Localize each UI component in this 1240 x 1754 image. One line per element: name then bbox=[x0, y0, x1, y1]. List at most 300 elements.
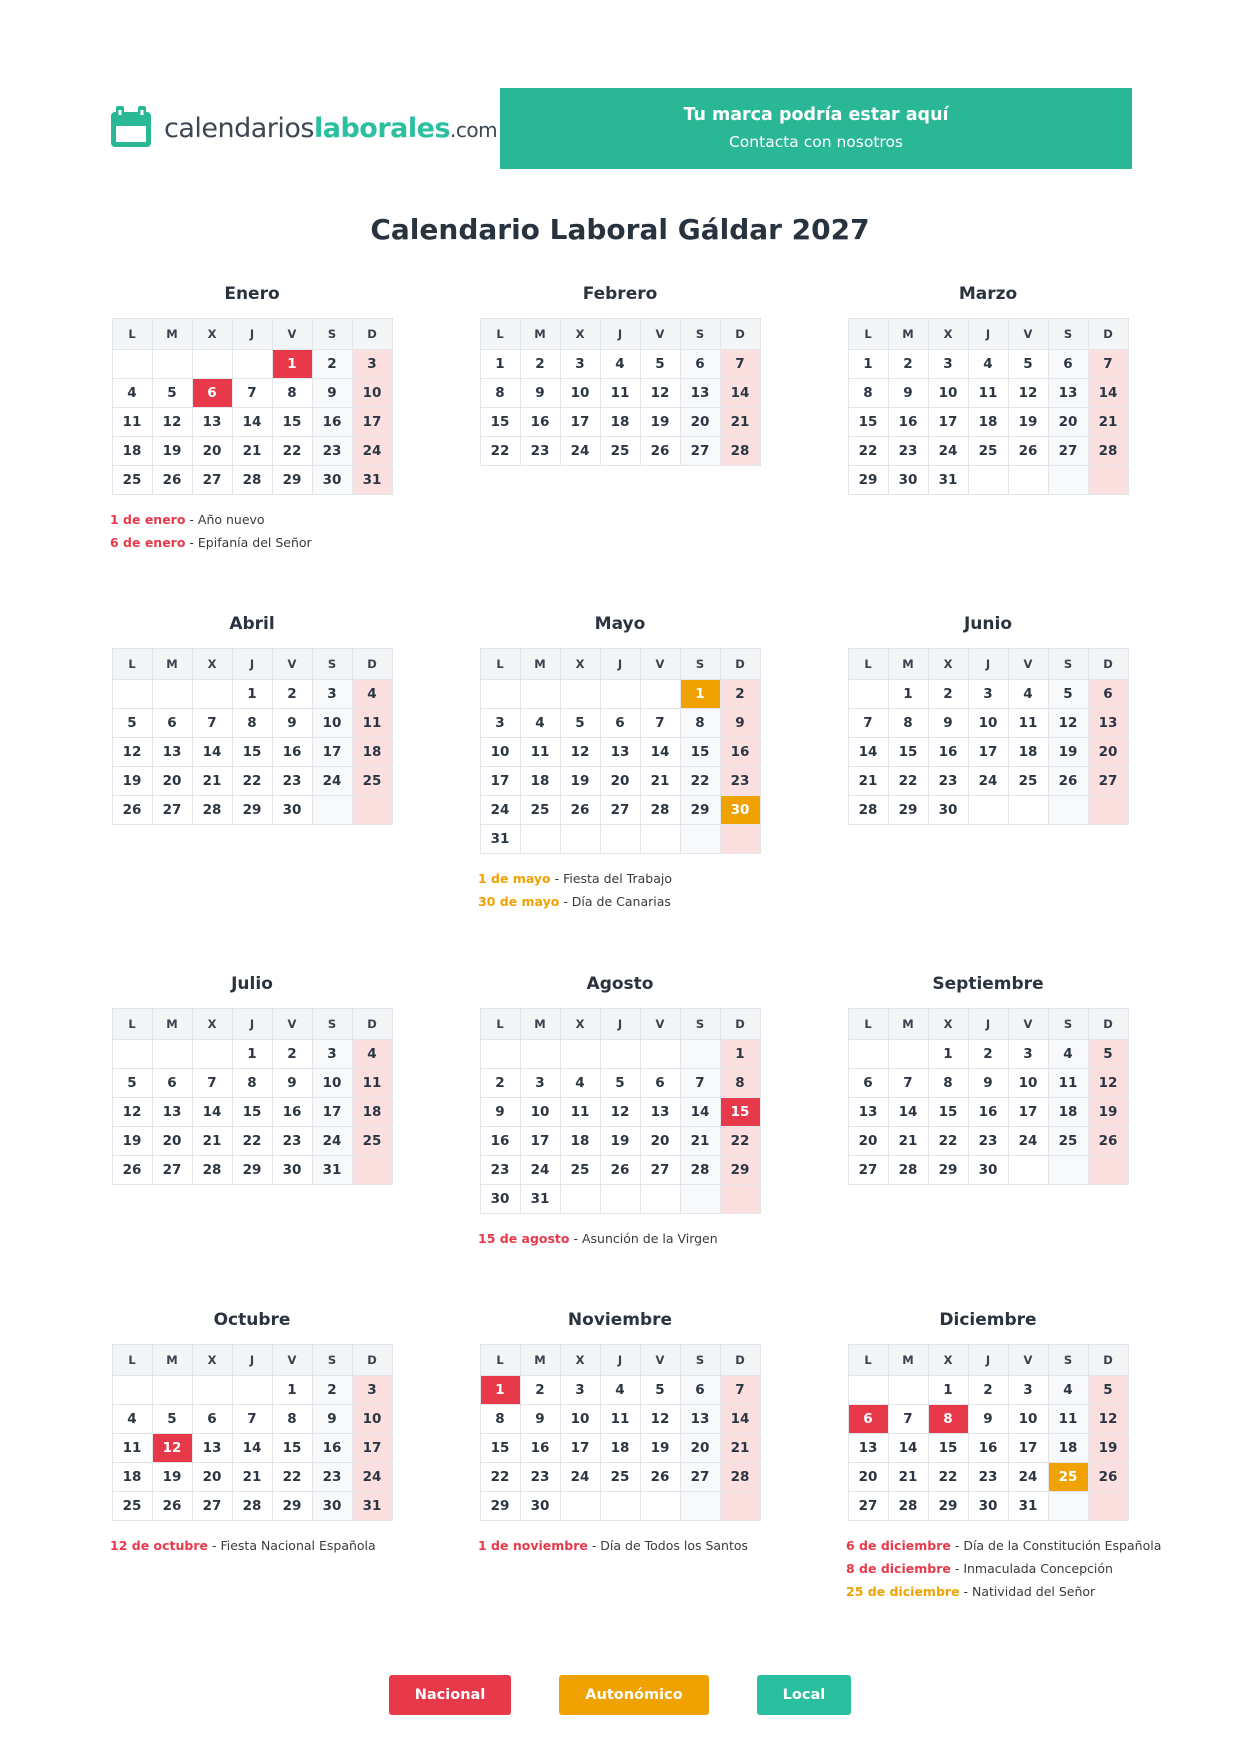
day-cell-enero-2: 2 bbox=[312, 350, 352, 379]
month-junio bbox=[844, 614, 1132, 825]
day-cell-septiembre-8: 8 bbox=[928, 1068, 968, 1097]
day-cell-agosto-23: 23 bbox=[480, 1155, 520, 1184]
day-cell-abril-19: 19 bbox=[112, 767, 152, 796]
holiday-note bbox=[478, 1227, 764, 1250]
day-cell-empty bbox=[192, 1039, 232, 1068]
day-cell-julio-31: 31 bbox=[312, 1155, 352, 1184]
day-cell-julio-18: 18 bbox=[352, 1097, 392, 1126]
day-cell-marzo-22: 22 bbox=[848, 437, 888, 466]
day-cell-empty bbox=[1088, 1491, 1128, 1520]
day-cell-marzo-30: 30 bbox=[888, 466, 928, 495]
day-cell-diciembre-26: 26 bbox=[1088, 1462, 1128, 1491]
day-cell-septiembre-29: 29 bbox=[928, 1155, 968, 1184]
day-cell-marzo-28: 28 bbox=[1088, 437, 1128, 466]
weekday-header: V bbox=[1008, 1008, 1048, 1039]
day-cell-julio-12: 12 bbox=[112, 1097, 152, 1126]
day-cell-noviembre-26: 26 bbox=[640, 1462, 680, 1491]
day-cell-empty bbox=[1088, 466, 1128, 495]
day-cell-mayo-7: 7 bbox=[640, 709, 680, 738]
day-cell-mayo-12: 12 bbox=[560, 738, 600, 767]
day-cell-abril-9: 9 bbox=[272, 709, 312, 738]
day-cell-empty bbox=[152, 1375, 192, 1404]
legend-button-nacional[interactable]: Nacional bbox=[389, 1675, 512, 1715]
day-cell-empty bbox=[888, 1375, 928, 1404]
day-cell-marzo-13: 13 bbox=[1048, 379, 1088, 408]
weekday-header: M bbox=[888, 1008, 928, 1039]
day-cell-abril-25: 25 bbox=[352, 767, 392, 796]
holiday-notes-octubre bbox=[108, 1534, 396, 1557]
calendar-table-septiembre bbox=[848, 1008, 1129, 1185]
day-cell-mayo-6: 6 bbox=[600, 709, 640, 738]
day-cell-febrero-23: 23 bbox=[520, 437, 560, 466]
day-cell-agosto-22: 22 bbox=[720, 1126, 760, 1155]
day-cell-octubre-28: 28 bbox=[232, 1491, 272, 1520]
day-cell-mayo-3: 3 bbox=[480, 709, 520, 738]
day-cell-empty bbox=[680, 1491, 720, 1520]
day-cell-enero-4: 4 bbox=[112, 379, 152, 408]
day-cell-octubre-9: 9 bbox=[312, 1404, 352, 1433]
day-cell-empty bbox=[480, 680, 520, 709]
day-cell-empty bbox=[600, 1491, 640, 1520]
day-cell-febrero-13: 13 bbox=[680, 379, 720, 408]
day-cell-noviembre-16: 16 bbox=[520, 1433, 560, 1462]
holiday-note-text: - Día de Canarias bbox=[559, 894, 671, 910]
month-title-noviembre: Noviembre bbox=[567, 1309, 673, 1330]
day-cell-septiembre-26: 26 bbox=[1088, 1126, 1128, 1155]
month-title-agosto: Agosto bbox=[586, 973, 654, 994]
day-cell-julio-21: 21 bbox=[192, 1126, 232, 1155]
logo-text-plain: calendarios bbox=[164, 113, 314, 144]
weekday-header: M bbox=[888, 1344, 928, 1375]
day-cell-junio-21: 21 bbox=[848, 767, 888, 796]
day-cell-enero-26: 26 bbox=[152, 466, 192, 495]
day-cell-junio-11: 11 bbox=[1008, 709, 1048, 738]
day-cell-empty bbox=[968, 796, 1008, 825]
day-cell-agosto-17: 17 bbox=[520, 1126, 560, 1155]
weekday-header: S bbox=[312, 319, 352, 350]
day-cell-junio-7: 7 bbox=[848, 709, 888, 738]
day-cell-septiembre-21: 21 bbox=[888, 1126, 928, 1155]
day-cell-abril-7: 7 bbox=[192, 709, 232, 738]
day-cell-diciembre-14: 14 bbox=[888, 1433, 928, 1462]
day-cell-octubre-11: 11 bbox=[112, 1433, 152, 1462]
weekday-header: S bbox=[680, 1344, 720, 1375]
weekday-header: X bbox=[192, 1344, 232, 1375]
day-cell-abril-8: 8 bbox=[232, 709, 272, 738]
calendar-logo-icon bbox=[108, 104, 154, 154]
day-cell-empty bbox=[112, 680, 152, 709]
day-cell-febrero-28: 28 bbox=[720, 437, 760, 466]
holiday-note bbox=[846, 1557, 1132, 1580]
day-cell-abril-22: 22 bbox=[232, 767, 272, 796]
day-cell-mayo-18: 18 bbox=[520, 767, 560, 796]
day-cell-noviembre-2: 2 bbox=[520, 1375, 560, 1404]
ad-banner-contact-link[interactable]: Contacta con nosotros bbox=[728, 132, 904, 151]
day-cell-julio-20: 20 bbox=[152, 1126, 192, 1155]
day-cell-empty bbox=[888, 1039, 928, 1068]
day-cell-junio-23: 23 bbox=[928, 767, 968, 796]
day-cell-junio-3: 3 bbox=[968, 680, 1008, 709]
day-cell-octubre-25: 25 bbox=[112, 1491, 152, 1520]
day-cell-octubre-3: 3 bbox=[352, 1375, 392, 1404]
weekday-header: L bbox=[480, 1008, 520, 1039]
weekday-header: V bbox=[272, 1008, 312, 1039]
day-cell-mayo-16: 16 bbox=[720, 738, 760, 767]
day-cell-febrero-11: 11 bbox=[600, 379, 640, 408]
day-cell-diciembre-28: 28 bbox=[888, 1491, 928, 1520]
day-cell-mayo-21: 21 bbox=[640, 767, 680, 796]
day-cell-septiembre-27: 27 bbox=[848, 1155, 888, 1184]
day-cell-septiembre-11: 11 bbox=[1048, 1068, 1088, 1097]
day-cell-empty bbox=[560, 1184, 600, 1213]
day-cell-agosto-10: 10 bbox=[520, 1097, 560, 1126]
day-cell-marzo-6: 6 bbox=[1048, 350, 1088, 379]
day-cell-agosto-2: 2 bbox=[480, 1068, 520, 1097]
day-cell-enero-17: 17 bbox=[352, 408, 392, 437]
day-cell-empty bbox=[112, 350, 152, 379]
day-cell-agosto-9: 9 bbox=[480, 1097, 520, 1126]
holiday-note-date: 12 de octubre bbox=[110, 1537, 208, 1553]
holiday-notes-mayo bbox=[476, 867, 764, 913]
weekday-header: D bbox=[352, 1344, 392, 1375]
day-cell-abril-29: 29 bbox=[232, 796, 272, 825]
site-logo[interactable] bbox=[108, 104, 497, 154]
legend-button-autonomico[interactable]: Autonómico bbox=[559, 1675, 708, 1715]
day-cell-junio-29: 29 bbox=[888, 796, 928, 825]
day-cell-agosto-29: 29 bbox=[720, 1155, 760, 1184]
weekday-header: X bbox=[560, 319, 600, 350]
holiday-note-text: - Año nuevo bbox=[185, 512, 265, 527]
day-cell-enero-29: 29 bbox=[272, 466, 312, 495]
weekday-header: D bbox=[720, 649, 760, 680]
day-cell-octubre-7: 7 bbox=[232, 1404, 272, 1433]
day-cell-junio-14: 14 bbox=[848, 738, 888, 767]
month-title-mayo: Mayo bbox=[594, 614, 646, 635]
day-cell-empty bbox=[520, 825, 560, 854]
weekday-header: J bbox=[600, 649, 640, 680]
weekday-header: M bbox=[152, 649, 192, 680]
day-cell-noviembre-23: 23 bbox=[520, 1462, 560, 1491]
day-cell-marzo-11: 11 bbox=[968, 379, 1008, 408]
holiday-cell-diciembre-6: 6 bbox=[848, 1404, 888, 1433]
day-cell-julio-9: 9 bbox=[272, 1068, 312, 1097]
day-cell-marzo-29: 29 bbox=[848, 466, 888, 495]
day-cell-febrero-27: 27 bbox=[680, 437, 720, 466]
holiday-note-text: - Natividad del Señor bbox=[959, 1583, 1096, 1599]
weekday-header: M bbox=[520, 1344, 560, 1375]
day-cell-mayo-25: 25 bbox=[520, 796, 560, 825]
weekday-header: L bbox=[848, 1008, 888, 1039]
weekday-header: J bbox=[232, 1344, 272, 1375]
weekday-header: L bbox=[112, 1008, 152, 1039]
day-cell-agosto-20: 20 bbox=[640, 1126, 680, 1155]
day-cell-junio-8: 8 bbox=[888, 709, 928, 738]
holiday-note-date: 1 de enero bbox=[110, 512, 186, 527]
day-cell-enero-8: 8 bbox=[272, 379, 312, 408]
day-cell-empty bbox=[720, 1491, 760, 1520]
weekday-header: S bbox=[680, 649, 720, 680]
day-cell-marzo-14: 14 bbox=[1088, 379, 1128, 408]
day-cell-enero-25: 25 bbox=[112, 466, 152, 495]
holiday-cell-octubre-12: 12 bbox=[152, 1433, 192, 1462]
day-cell-enero-5: 5 bbox=[152, 379, 192, 408]
weekday-header: S bbox=[680, 1008, 720, 1039]
weekday-header: M bbox=[152, 319, 192, 350]
weekday-header: X bbox=[192, 1008, 232, 1039]
day-cell-marzo-26: 26 bbox=[1008, 437, 1048, 466]
ad-banner[interactable] bbox=[500, 88, 1132, 169]
day-cell-junio-27: 27 bbox=[1088, 767, 1128, 796]
day-cell-diciembre-31: 31 bbox=[1008, 1491, 1048, 1520]
day-cell-septiembre-25: 25 bbox=[1048, 1126, 1088, 1155]
day-cell-diciembre-1: 1 bbox=[928, 1375, 968, 1404]
day-cell-mayo-24: 24 bbox=[480, 796, 520, 825]
day-cell-enero-10: 10 bbox=[352, 379, 392, 408]
calendar-table-mayo bbox=[480, 648, 761, 854]
holiday-notes-noviembre bbox=[476, 1534, 764, 1557]
day-cell-empty bbox=[848, 680, 888, 709]
weekday-header: D bbox=[352, 649, 392, 680]
day-cell-marzo-27: 27 bbox=[1048, 437, 1088, 466]
day-cell-noviembre-10: 10 bbox=[560, 1404, 600, 1433]
day-cell-agosto-13: 13 bbox=[640, 1097, 680, 1126]
day-cell-enero-14: 14 bbox=[232, 408, 272, 437]
weekday-header: M bbox=[152, 1008, 192, 1039]
day-cell-empty bbox=[1088, 796, 1128, 825]
day-cell-marzo-24: 24 bbox=[928, 437, 968, 466]
weekday-header: L bbox=[848, 319, 888, 350]
day-cell-enero-19: 19 bbox=[152, 437, 192, 466]
legend-button-local[interactable]: Local bbox=[757, 1675, 852, 1715]
day-cell-febrero-10: 10 bbox=[560, 379, 600, 408]
weekday-header: J bbox=[600, 1008, 640, 1039]
weekday-header: V bbox=[1008, 649, 1048, 680]
day-cell-agosto-12: 12 bbox=[600, 1097, 640, 1126]
day-cell-agosto-11: 11 bbox=[560, 1097, 600, 1126]
weekday-header: J bbox=[600, 1344, 640, 1375]
day-cell-septiembre-5: 5 bbox=[1088, 1039, 1128, 1068]
day-cell-agosto-26: 26 bbox=[600, 1155, 640, 1184]
day-cell-agosto-8: 8 bbox=[720, 1068, 760, 1097]
day-cell-agosto-14: 14 bbox=[680, 1097, 720, 1126]
day-cell-julio-4: 4 bbox=[352, 1039, 392, 1068]
day-cell-abril-3: 3 bbox=[312, 680, 352, 709]
day-cell-diciembre-17: 17 bbox=[1008, 1433, 1048, 1462]
day-cell-febrero-4: 4 bbox=[600, 350, 640, 379]
day-cell-junio-28: 28 bbox=[848, 796, 888, 825]
day-cell-junio-19: 19 bbox=[1048, 738, 1088, 767]
day-cell-agosto-28: 28 bbox=[680, 1155, 720, 1184]
day-cell-empty bbox=[520, 1039, 560, 1068]
holiday-cell-diciembre-25: 25 bbox=[1048, 1462, 1088, 1491]
day-cell-diciembre-21: 21 bbox=[888, 1462, 928, 1491]
day-cell-julio-19: 19 bbox=[112, 1126, 152, 1155]
day-cell-septiembre-13: 13 bbox=[848, 1097, 888, 1126]
day-cell-empty bbox=[152, 350, 192, 379]
day-cell-empty bbox=[560, 680, 600, 709]
day-cell-febrero-26: 26 bbox=[640, 437, 680, 466]
day-cell-junio-16: 16 bbox=[928, 738, 968, 767]
holiday-note-date: 1 de mayo bbox=[478, 871, 551, 887]
weekday-header: V bbox=[640, 319, 680, 350]
day-cell-empty bbox=[1048, 466, 1088, 495]
day-cell-mayo-5: 5 bbox=[560, 709, 600, 738]
holiday-cell-noviembre-1: 1 bbox=[480, 1375, 520, 1404]
day-cell-mayo-2: 2 bbox=[720, 680, 760, 709]
holiday-note-text: - Día de la Constitución Española bbox=[950, 1537, 1162, 1553]
day-cell-enero-31: 31 bbox=[352, 466, 392, 495]
day-cell-agosto-1: 1 bbox=[720, 1039, 760, 1068]
day-cell-abril-13: 13 bbox=[152, 738, 192, 767]
day-cell-noviembre-12: 12 bbox=[640, 1404, 680, 1433]
weekday-header: S bbox=[680, 319, 720, 350]
weekday-header: S bbox=[1048, 1344, 1088, 1375]
day-cell-abril-17: 17 bbox=[312, 738, 352, 767]
day-cell-noviembre-3: 3 bbox=[560, 1375, 600, 1404]
day-cell-empty bbox=[680, 1184, 720, 1213]
day-cell-noviembre-9: 9 bbox=[520, 1404, 560, 1433]
holiday-notes-diciembre bbox=[844, 1534, 1162, 1603]
holiday-note-date: 15 de agosto bbox=[478, 1230, 570, 1246]
day-cell-septiembre-17: 17 bbox=[1008, 1097, 1048, 1126]
day-cell-mayo-9: 9 bbox=[720, 709, 760, 738]
day-cell-empty bbox=[560, 825, 600, 854]
day-cell-mayo-31: 31 bbox=[480, 825, 520, 854]
weekday-header: D bbox=[1088, 319, 1128, 350]
day-cell-empty bbox=[192, 1375, 232, 1404]
day-cell-noviembre-20: 20 bbox=[680, 1433, 720, 1462]
weekday-header: L bbox=[112, 319, 152, 350]
day-cell-noviembre-11: 11 bbox=[600, 1404, 640, 1433]
month-title-junio: Junio bbox=[963, 614, 1013, 635]
weekday-header: V bbox=[272, 649, 312, 680]
day-cell-febrero-2: 2 bbox=[520, 350, 560, 379]
month-enero bbox=[108, 284, 396, 554]
day-cell-empty bbox=[520, 680, 560, 709]
calendar-table-agosto bbox=[480, 1008, 761, 1214]
day-cell-abril-30: 30 bbox=[272, 796, 312, 825]
day-cell-junio-15: 15 bbox=[888, 738, 928, 767]
day-cell-octubre-8: 8 bbox=[272, 1404, 312, 1433]
page-title: Calendario Laboral Gáldar 2027 bbox=[370, 213, 870, 246]
day-cell-abril-2: 2 bbox=[272, 680, 312, 709]
weekday-header: D bbox=[352, 319, 392, 350]
day-cell-mayo-10: 10 bbox=[480, 738, 520, 767]
site-logo-wordmark bbox=[164, 113, 497, 144]
day-cell-octubre-16: 16 bbox=[312, 1433, 352, 1462]
day-cell-septiembre-14: 14 bbox=[888, 1097, 928, 1126]
day-cell-agosto-24: 24 bbox=[520, 1155, 560, 1184]
day-cell-marzo-18: 18 bbox=[968, 408, 1008, 437]
day-cell-diciembre-7: 7 bbox=[888, 1404, 928, 1433]
weekday-header: X bbox=[192, 319, 232, 350]
weekday-header: L bbox=[112, 649, 152, 680]
day-cell-empty bbox=[1008, 466, 1048, 495]
weekday-header: J bbox=[600, 319, 640, 350]
day-cell-mayo-28: 28 bbox=[640, 796, 680, 825]
holiday-note-date: 6 de diciembre bbox=[846, 1537, 951, 1553]
holiday-note-text: - Epifanía del Señor bbox=[185, 535, 312, 551]
weekday-header: M bbox=[520, 649, 560, 680]
day-cell-septiembre-7: 7 bbox=[888, 1068, 928, 1097]
weekday-header: S bbox=[1048, 649, 1088, 680]
day-cell-marzo-15: 15 bbox=[848, 408, 888, 437]
day-cell-septiembre-3: 3 bbox=[1008, 1039, 1048, 1068]
day-cell-julio-25: 25 bbox=[352, 1126, 392, 1155]
day-cell-marzo-5: 5 bbox=[1008, 350, 1048, 379]
day-cell-julio-27: 27 bbox=[152, 1155, 192, 1184]
day-cell-junio-2: 2 bbox=[928, 680, 968, 709]
day-cell-septiembre-30: 30 bbox=[968, 1155, 1008, 1184]
calendar-table-enero bbox=[112, 318, 393, 495]
day-cell-noviembre-6: 6 bbox=[680, 1375, 720, 1404]
holiday-note-date: 1 de noviembre bbox=[478, 1537, 588, 1553]
holiday-note bbox=[846, 1580, 1132, 1603]
day-cell-mayo-14: 14 bbox=[640, 738, 680, 767]
day-cell-julio-7: 7 bbox=[192, 1068, 232, 1097]
holiday-cell-diciembre-8: 8 bbox=[928, 1404, 968, 1433]
day-cell-enero-9: 9 bbox=[312, 379, 352, 408]
day-cell-enero-24: 24 bbox=[352, 437, 392, 466]
day-cell-empty bbox=[1008, 1155, 1048, 1184]
day-cell-diciembre-4: 4 bbox=[1048, 1375, 1088, 1404]
day-cell-enero-13: 13 bbox=[192, 408, 232, 437]
day-cell-empty bbox=[640, 680, 680, 709]
day-cell-enero-16: 16 bbox=[312, 408, 352, 437]
day-cell-julio-30: 30 bbox=[272, 1155, 312, 1184]
day-cell-noviembre-5: 5 bbox=[640, 1375, 680, 1404]
day-cell-julio-8: 8 bbox=[232, 1068, 272, 1097]
day-cell-abril-14: 14 bbox=[192, 738, 232, 767]
day-cell-marzo-21: 21 bbox=[1088, 408, 1128, 437]
day-cell-marzo-31: 31 bbox=[928, 466, 968, 495]
day-cell-diciembre-22: 22 bbox=[928, 1462, 968, 1491]
day-cell-abril-10: 10 bbox=[312, 709, 352, 738]
day-cell-diciembre-15: 15 bbox=[928, 1433, 968, 1462]
day-cell-enero-7: 7 bbox=[232, 379, 272, 408]
weekday-header: X bbox=[928, 1008, 968, 1039]
day-cell-octubre-13: 13 bbox=[192, 1433, 232, 1462]
day-cell-octubre-2: 2 bbox=[312, 1375, 352, 1404]
day-cell-marzo-19: 19 bbox=[1008, 408, 1048, 437]
day-cell-diciembre-16: 16 bbox=[968, 1433, 1008, 1462]
weekday-header: L bbox=[848, 1344, 888, 1375]
month-title-septiembre: Septiembre bbox=[932, 973, 1044, 994]
day-cell-noviembre-18: 18 bbox=[600, 1433, 640, 1462]
day-cell-agosto-30: 30 bbox=[480, 1184, 520, 1213]
calendar-table-octubre bbox=[112, 1344, 393, 1521]
weekday-header: X bbox=[560, 1008, 600, 1039]
weekday-header: J bbox=[232, 319, 272, 350]
day-cell-empty bbox=[352, 1155, 392, 1184]
day-cell-junio-5: 5 bbox=[1048, 680, 1088, 709]
day-cell-mayo-11: 11 bbox=[520, 738, 560, 767]
day-cell-julio-2: 2 bbox=[272, 1039, 312, 1068]
day-cell-marzo-9: 9 bbox=[888, 379, 928, 408]
day-cell-julio-28: 28 bbox=[192, 1155, 232, 1184]
day-cell-diciembre-18: 18 bbox=[1048, 1433, 1088, 1462]
holiday-note-text: - Día de Todos los Santos bbox=[587, 1537, 749, 1553]
weekday-header: V bbox=[1008, 319, 1048, 350]
day-cell-junio-26: 26 bbox=[1048, 767, 1088, 796]
logo-text-suffix: .com bbox=[450, 118, 498, 142]
day-cell-octubre-5: 5 bbox=[152, 1404, 192, 1433]
weekday-header: J bbox=[968, 319, 1008, 350]
month-noviembre bbox=[476, 1310, 764, 1557]
day-cell-empty bbox=[232, 1375, 272, 1404]
day-cell-octubre-18: 18 bbox=[112, 1462, 152, 1491]
day-cell-mayo-29: 29 bbox=[680, 796, 720, 825]
